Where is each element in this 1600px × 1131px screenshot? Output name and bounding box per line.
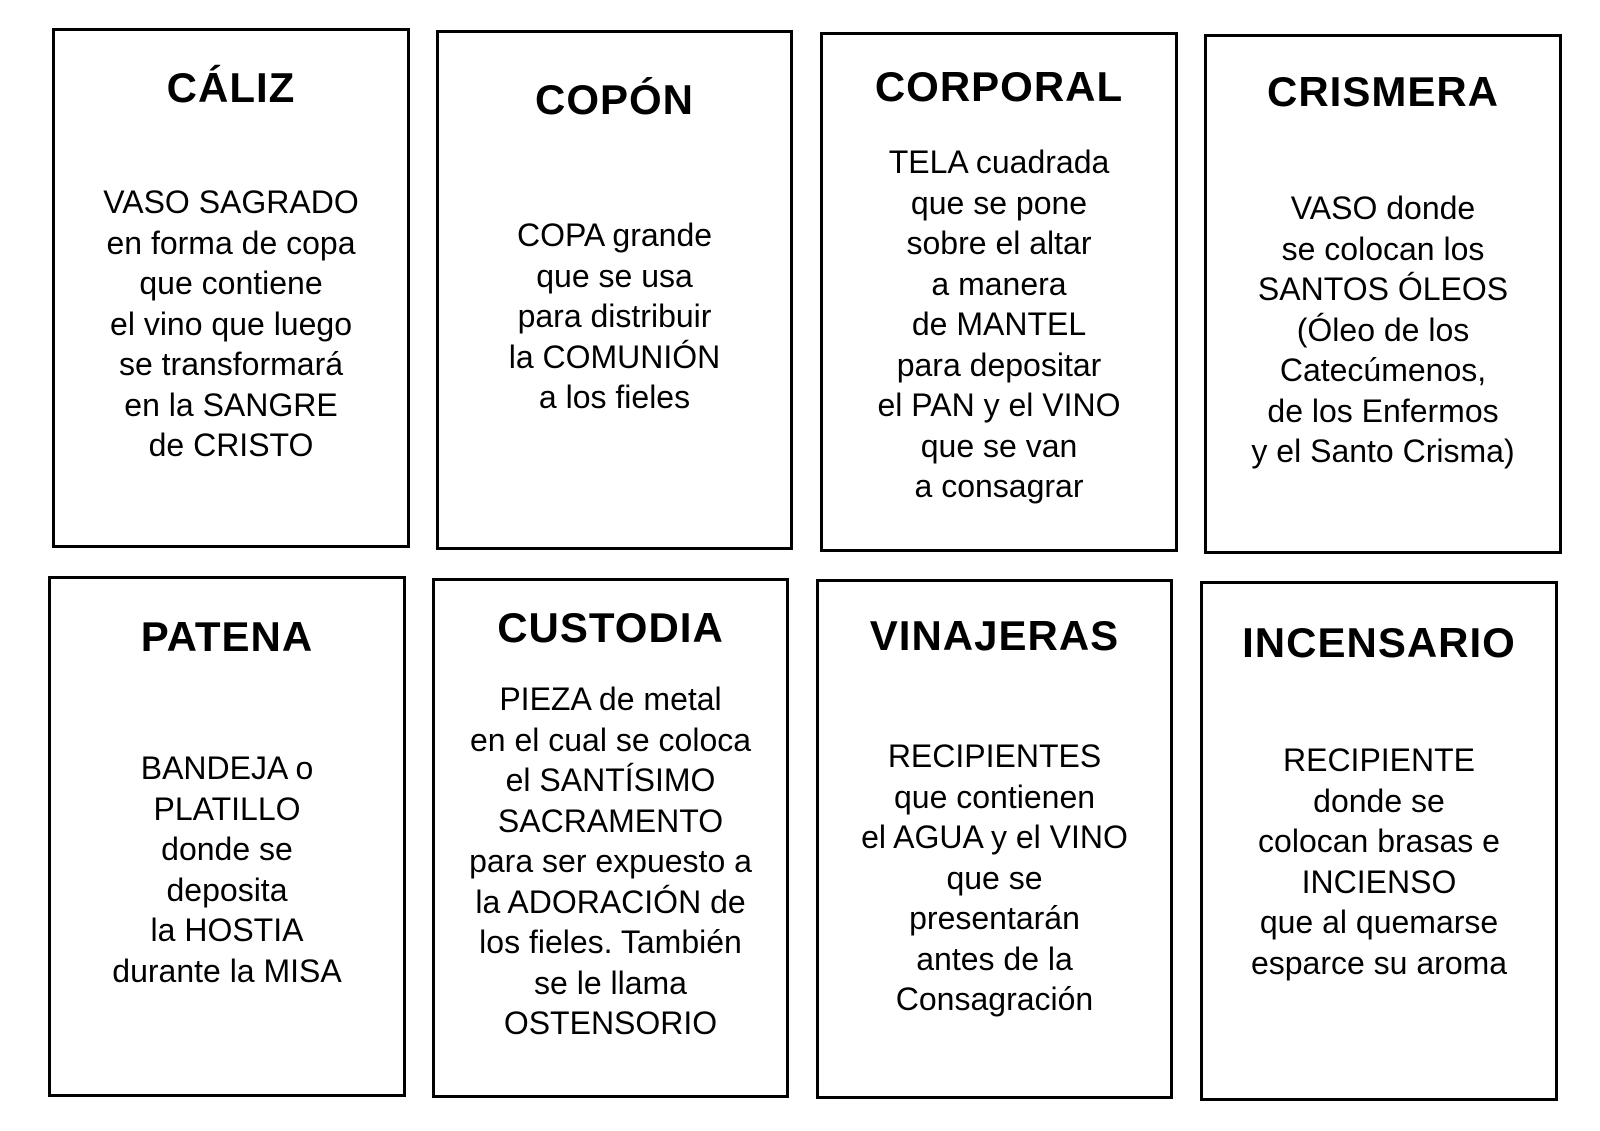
- description-line: presentarán: [909, 900, 1080, 936]
- description-line: a manera: [931, 265, 1067, 302]
- description-line: que contienen: [893, 778, 1096, 815]
- description-line: en la SANGRE: [124, 386, 338, 423]
- description-line: VASO SAGRADO: [103, 184, 359, 220]
- card-description: [819, 736, 1170, 1020]
- description-line: sobre el altar: [906, 225, 1092, 261]
- description-line: para ser expuesto a: [469, 843, 752, 879]
- description-line: la ADORACIÓN de: [475, 883, 746, 920]
- card-title: VINAJERAS: [869, 612, 1120, 659]
- card-description: [823, 142, 1175, 507]
- description-line: a los fieles: [538, 379, 691, 415]
- description-line: que contiene: [139, 265, 323, 301]
- card-caliz: [52, 28, 410, 548]
- card-incensario: [1200, 581, 1558, 1101]
- card-copon: [436, 30, 793, 550]
- card-title: CORPORAL: [874, 63, 1124, 110]
- description-line: OSTENSORIO: [503, 1005, 718, 1041]
- card-patena: [48, 576, 406, 1097]
- description-line: se transformará: [118, 346, 344, 382]
- card-description: [439, 215, 790, 418]
- description-line: en forma de copa: [106, 224, 356, 261]
- card-title: CÁLIZ: [166, 64, 296, 111]
- description-line: el SANTÍSIMO: [505, 762, 716, 798]
- card-vinajeras: [816, 579, 1173, 1099]
- card-description: [1203, 740, 1555, 983]
- description-line: los fieles. También: [479, 924, 742, 960]
- card-description: [51, 748, 403, 991]
- description-line: TELA cuadrada: [888, 144, 1110, 180]
- description-line: para distribuir: [517, 298, 712, 334]
- description-line: que se pone: [910, 184, 1088, 221]
- description-line: PLATILLO: [153, 790, 301, 827]
- card-corporal: [820, 32, 1178, 552]
- description-line: colocan brasas e: [1258, 823, 1500, 859]
- card-description: [435, 679, 786, 1044]
- card-title: PATENA: [140, 613, 314, 660]
- card-crismera: [1204, 34, 1562, 554]
- description-line: a consagrar: [914, 468, 1084, 504]
- description-line: Consagración: [895, 981, 1094, 1017]
- description-line: que se usa: [536, 257, 693, 294]
- description-line: PIEZA de metal: [499, 681, 722, 717]
- description-line: VASO donde: [1290, 190, 1476, 226]
- description-line: para depositar: [896, 346, 1102, 383]
- description-line: antes de la: [916, 940, 1073, 977]
- description-line: el PAN y el VINO: [877, 387, 1121, 423]
- description-line: BANDEJA o: [140, 750, 314, 786]
- description-line: Catecúmenos,: [1279, 352, 1487, 388]
- description-line: RECIPIENTE: [1282, 742, 1476, 778]
- description-line: RECIPIENTES: [887, 738, 1102, 774]
- description-line: la HOSTIA: [150, 912, 304, 948]
- description-line: en el cual se coloca: [469, 721, 752, 758]
- description-line: y el Santo Crisma): [1251, 433, 1515, 469]
- description-line: durante la MISA: [112, 952, 342, 989]
- description-line: deposita: [166, 871, 288, 908]
- description-line: SACRAMENTO: [497, 802, 724, 839]
- description-line: el AGUA y el VINO: [861, 819, 1128, 855]
- description-line: donde se: [1313, 782, 1445, 819]
- description-line: de CRISTO: [148, 427, 314, 463]
- description-line: el vino que luego: [110, 305, 352, 342]
- card-title: CRISMERA: [1266, 68, 1499, 115]
- description-line: de MANTEL: [911, 306, 1087, 342]
- description-line: se colocan los: [1281, 230, 1485, 267]
- card-custodia: [432, 578, 789, 1098]
- description-line: COPA grande: [516, 217, 713, 253]
- description-line: que se: [946, 859, 1043, 896]
- card-description: [55, 182, 407, 466]
- description-line: esparce su aroma: [1250, 944, 1508, 981]
- card-description: [1207, 188, 1559, 472]
- description-line: (Óleo de los: [1296, 311, 1470, 348]
- description-line: se le llama: [534, 964, 687, 1001]
- card-title: INCENSARIO: [1242, 619, 1516, 666]
- description-line: SANTOS ÓLEOS: [1257, 271, 1509, 307]
- description-line: INCIENSO: [1301, 863, 1457, 900]
- description-line: que se van: [920, 427, 1078, 464]
- description-line: que al quemarse: [1259, 904, 1499, 940]
- description-line: donde se: [161, 831, 293, 867]
- description-line: la COMUNIÓN: [508, 338, 721, 375]
- card-title: COPÓN: [534, 76, 694, 123]
- description-line: de los Enfermos: [1267, 392, 1499, 429]
- card-title: CUSTODIA: [497, 604, 724, 651]
